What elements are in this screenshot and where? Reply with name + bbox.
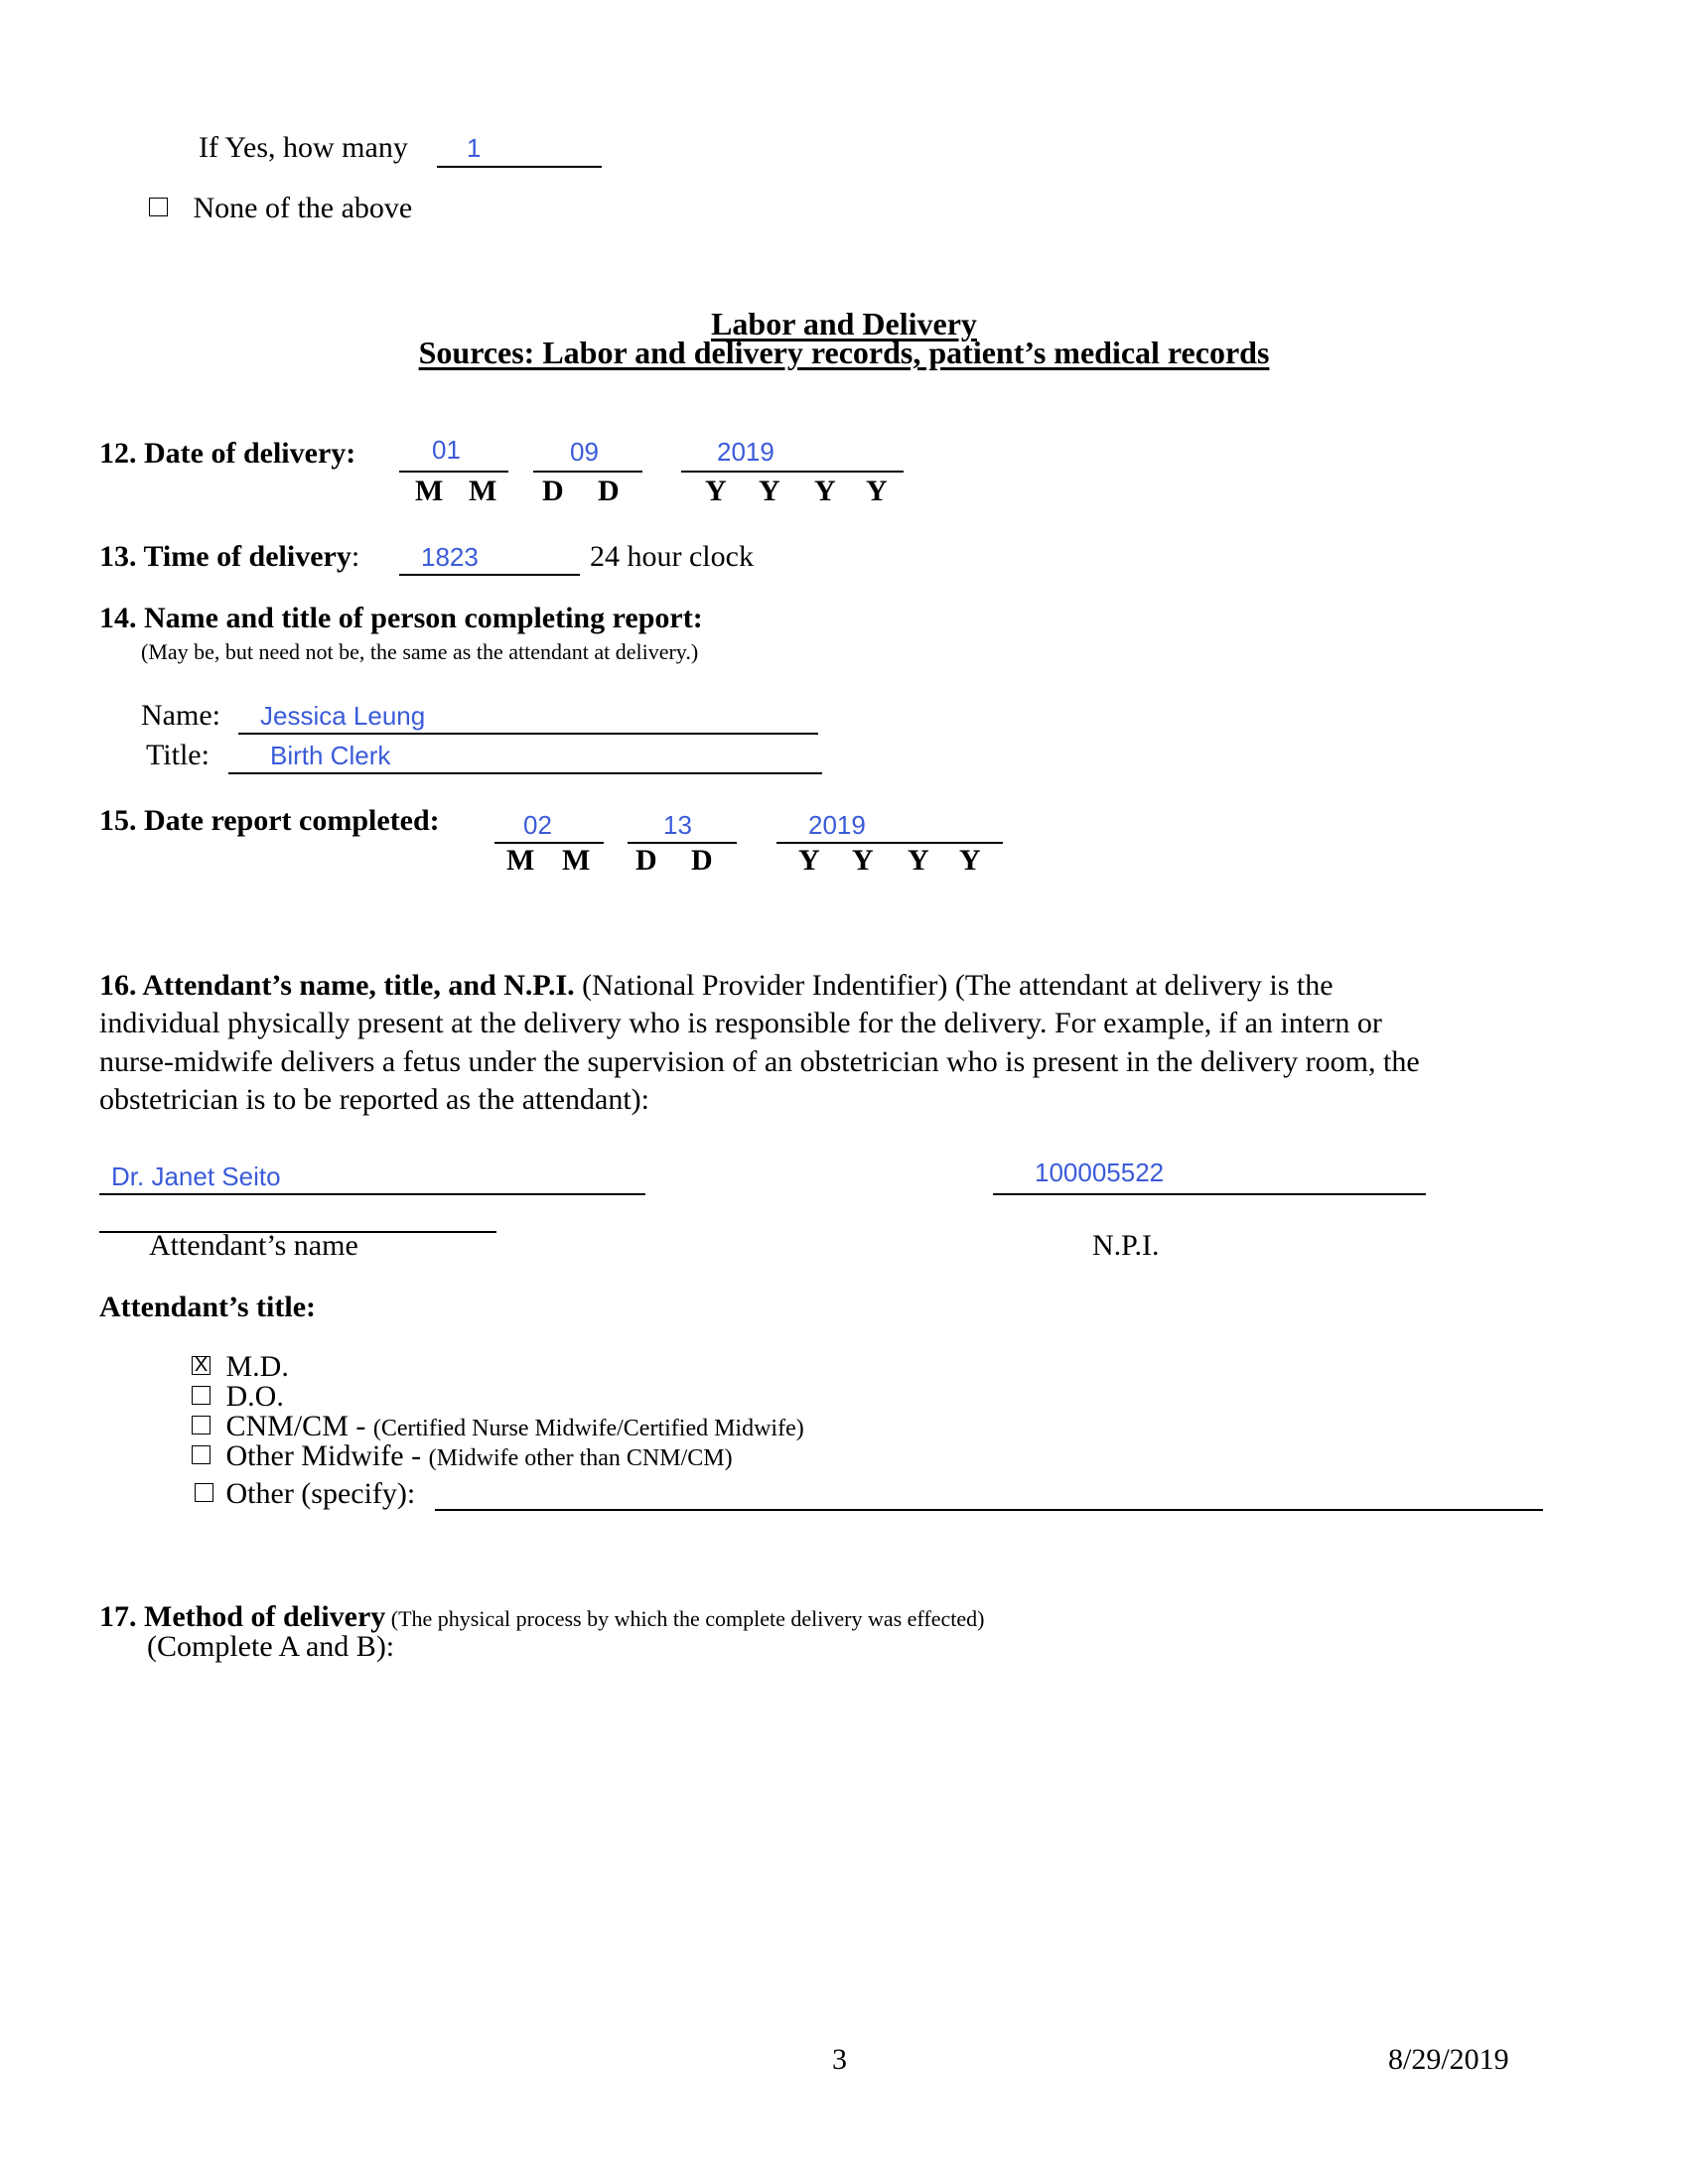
q12-letter-y4: Y	[866, 475, 888, 507]
option-do[interactable]: D.O.	[192, 1380, 284, 1414]
attendant-name-value[interactable]: Dr. Janet Seito	[111, 1161, 281, 1191]
npi-value[interactable]: 100005522	[1035, 1158, 1165, 1187]
q12-letter-y1: Y	[705, 475, 727, 507]
q14-title-value[interactable]: Birth Clerk	[270, 741, 391, 770]
q14-title-label: Title:	[146, 739, 210, 771]
q14-title-underline	[228, 772, 822, 774]
npi-underline	[993, 1193, 1426, 1195]
q12-letter-d2: D	[598, 475, 620, 507]
q12-day-value[interactable]: 09	[570, 437, 599, 467]
how-many-value[interactable]: 1	[467, 133, 482, 163]
how-many-label: If Yes, how many	[199, 131, 408, 164]
q12-letter-m2: M	[469, 475, 497, 507]
q15-letter-d1: D	[635, 844, 657, 877]
q12-letter-y3: Y	[814, 475, 836, 507]
section-sources: Sources: Labor and delivery records, patient’s medical records	[418, 335, 1270, 370]
q14-name-underline	[238, 733, 818, 735]
q12-month-underline	[399, 471, 508, 473]
footer-date: 8/29/2019	[1388, 2043, 1509, 2076]
q14-label: 14. Name and title of person completing report:	[99, 602, 703, 634]
q15-letter-y4: Y	[959, 844, 981, 877]
q15-year-value[interactable]: 2019	[808, 810, 866, 840]
q12-letter-d1: D	[542, 475, 564, 507]
q17-line1: 17. Method of delivery (The physical process by which the complete delivery was effected)	[99, 1600, 985, 1633]
q12-month-value[interactable]: 01	[432, 435, 461, 465]
q15-letter-y2: Y	[852, 844, 874, 877]
q15-month-value[interactable]: 02	[523, 810, 552, 840]
q13-underline	[399, 574, 580, 576]
md-checkbox[interactable]	[192, 1356, 211, 1375]
q14-name-label: Name:	[141, 699, 220, 732]
q15-letter-d2: D	[691, 844, 713, 877]
option-md[interactable]: X M.D.	[192, 1350, 289, 1384]
q15-letter-y1: Y	[798, 844, 820, 877]
q12-year-value[interactable]: 2019	[717, 437, 774, 467]
attendant-title-label: Attendant’s title:	[99, 1291, 317, 1323]
q17-line2: (Complete A and B):	[147, 1630, 395, 1663]
other-midwife-checkbox[interactable]	[192, 1445, 211, 1464]
option-other[interactable]: Other (specify):	[195, 1477, 415, 1511]
page-number: 3	[832, 2043, 847, 2076]
q15-letter-y3: Y	[908, 844, 929, 877]
q16-line2: individual physically present at the delivery who is responsible for the delivery. For example, if an intern or	[99, 1007, 1382, 1039]
attendant-name-caption: Attendant’s name	[149, 1229, 358, 1262]
q15-letter-m2: M	[562, 844, 591, 877]
q12-year-underline	[681, 471, 904, 473]
md-check-mark: X	[194, 1354, 209, 1376]
how-many-underline	[437, 166, 602, 168]
option-other-midwife[interactable]: Other Midwife - (Midwife other than CNM/CM)	[192, 1439, 733, 1473]
q15-day-value[interactable]: 13	[663, 810, 692, 840]
none-option[interactable]	[149, 192, 412, 225]
q13-value[interactable]: 1823	[421, 542, 479, 572]
other-specify-underline[interactable]	[435, 1509, 1543, 1511]
cnm-checkbox[interactable]	[192, 1416, 211, 1434]
section-title: Labor and Delivery	[711, 306, 977, 341]
q16-line3: nurse-midwife delivers a fetus under the supervision of an obstetrician who is present in the delivery room, the	[99, 1045, 1420, 1078]
q15-label: 15. Date report completed:	[99, 804, 440, 837]
do-checkbox[interactable]	[192, 1386, 211, 1405]
npi-caption: N.P.I.	[1092, 1229, 1160, 1262]
q12-day-underline	[533, 471, 642, 473]
option-cnm[interactable]: CNM/CM - (Certified Nurse Midwife/Certified Midwife)	[192, 1410, 804, 1443]
q15-letter-m1: M	[506, 844, 535, 877]
q13-suffix: 24 hour clock	[590, 540, 754, 573]
q12-label: 12. Date of delivery:	[99, 437, 356, 470]
q14-note: (May be, but need not be, the same as the attendant at delivery.)	[141, 639, 699, 664]
q16-line4: obstetrician is to be reported as the attendant):	[99, 1083, 649, 1116]
q12-letter-m1: M	[415, 475, 444, 507]
q16-line1: 16. Attendant’s name, title, and N.P.I. (National Provider Indentifier) (The attendant at delivery is the	[99, 969, 1334, 1002]
none-checkbox[interactable]	[149, 198, 168, 216]
none-label: None of the above	[193, 192, 413, 224]
q14-name-value[interactable]: Jessica Leung	[260, 701, 426, 731]
other-checkbox[interactable]	[195, 1483, 213, 1502]
q13-label: 13. Time of delivery:	[99, 540, 360, 573]
q12-letter-y2: Y	[759, 475, 780, 507]
attendant-name-underline	[99, 1193, 645, 1195]
